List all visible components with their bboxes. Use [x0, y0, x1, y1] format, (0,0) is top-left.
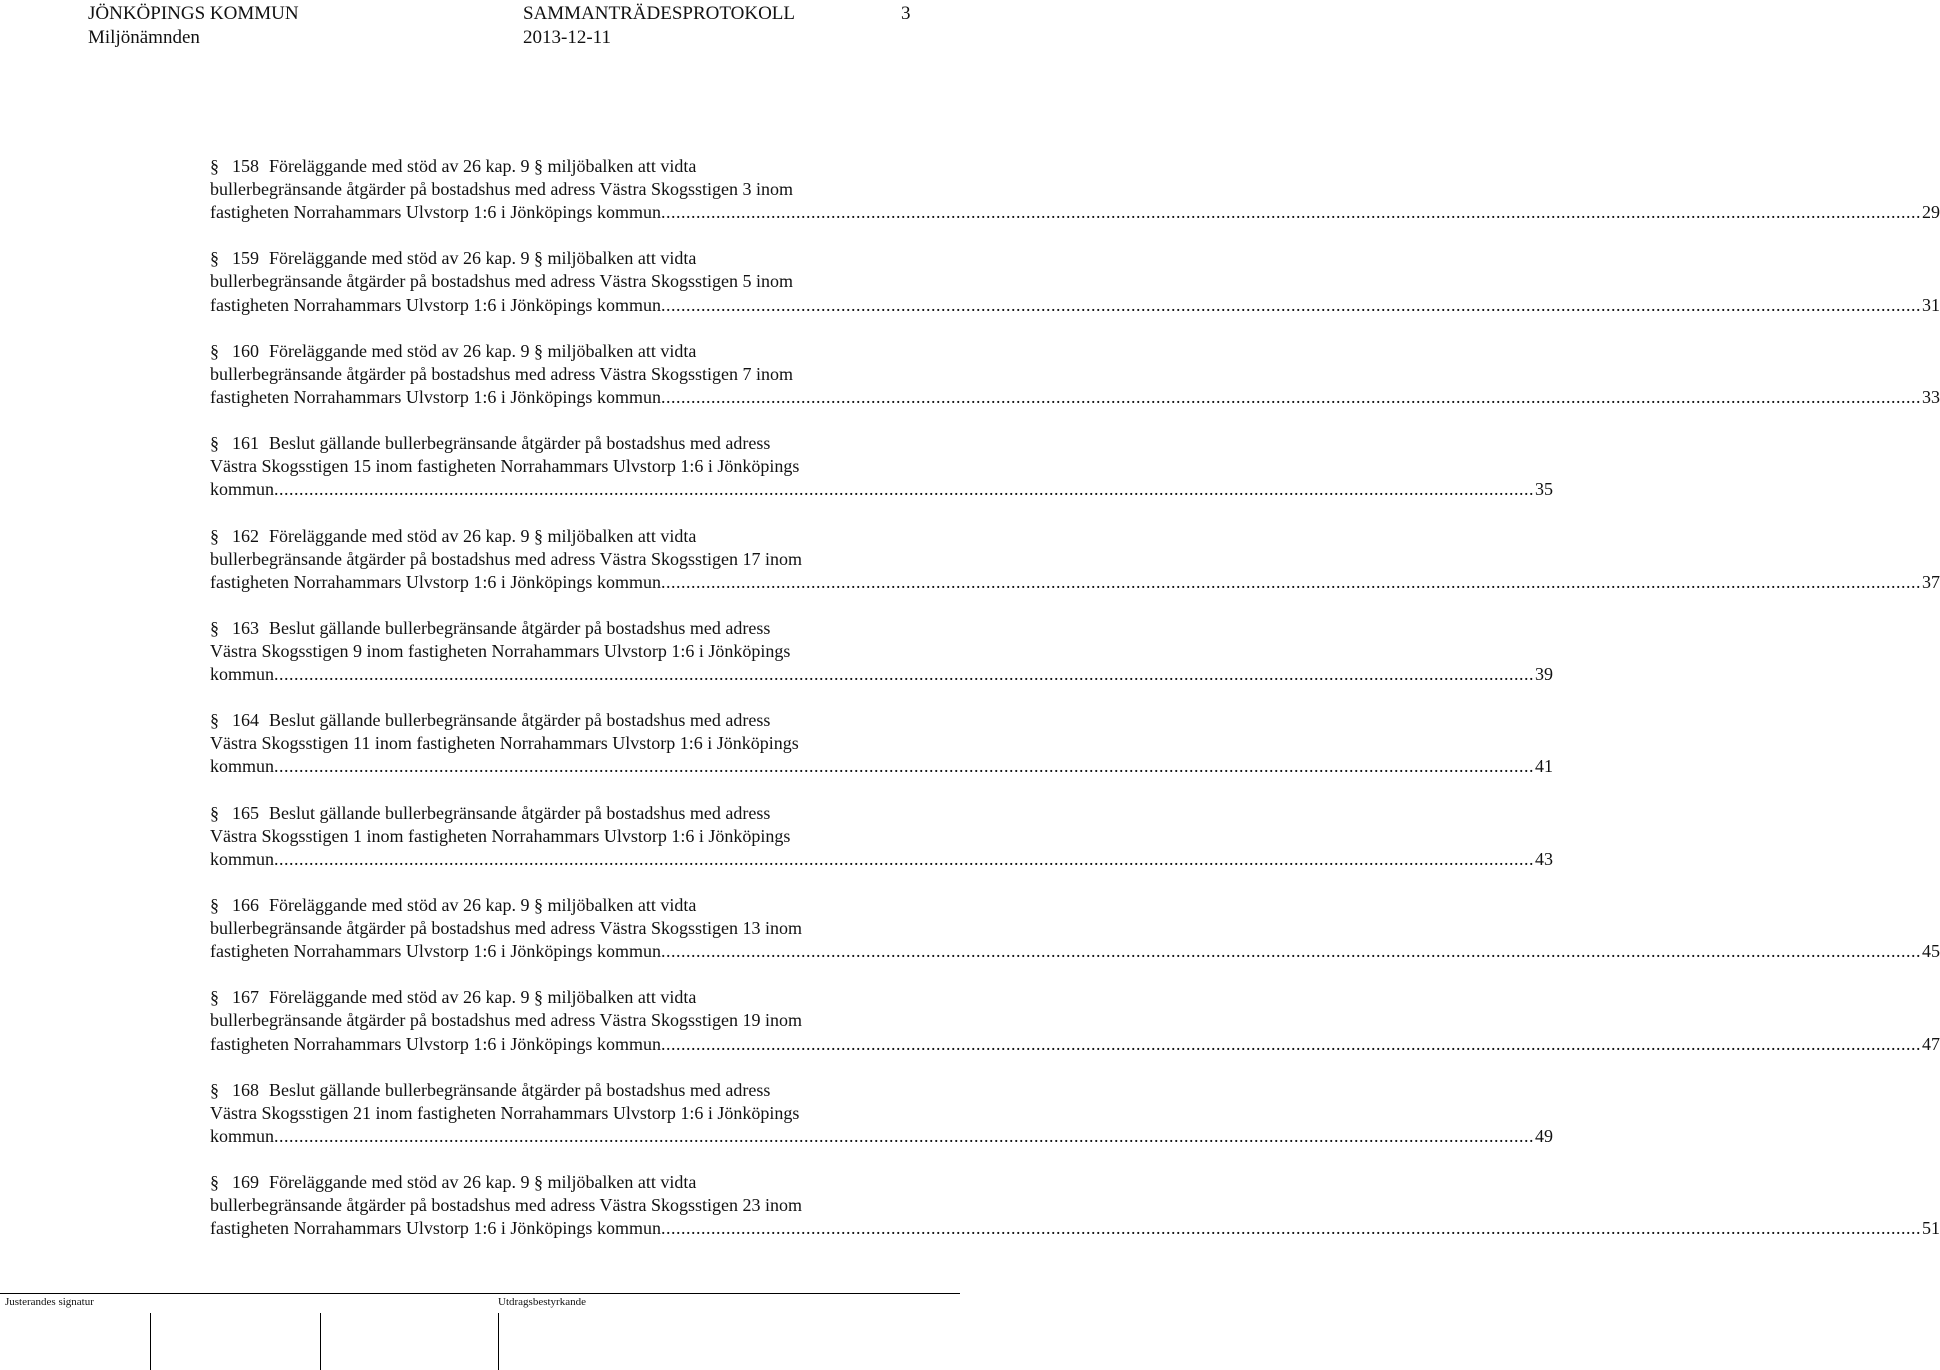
section-number: 162 — [232, 525, 259, 546]
toc-entry[interactable] — [210, 525, 1940, 594]
section-sign: § — [210, 895, 219, 915]
section-number: 158 — [232, 156, 259, 176]
section-sign: § — [210, 710, 219, 731]
toc-entry-line — [210, 663, 1554, 686]
toc-page-number: 45 — [1921, 941, 1940, 962]
toc-entry-line — [210, 940, 1940, 963]
section-sign: § — [210, 617, 219, 638]
section-number: 161 — [232, 433, 259, 454]
toc-entry[interactable] — [210, 247, 1940, 316]
toc-entry-text: Föreläggande med stöd av 26 kap. 9 § miljöbalken att vidta — [269, 987, 697, 1008]
section-sign: § — [210, 525, 219, 546]
toc-entry-text: fastigheten Norrahammars Ulvstorp 1:6 i Jönköpings kommun — [210, 294, 661, 315]
toc-entry-line — [210, 525, 896, 548]
dot-leader — [661, 387, 1921, 407]
section-number: 163 — [232, 617, 259, 638]
toc-entry-text: Västra Skogsstigen 1 inom fastigheten Norrahammars Ulvstorp 1:6 i Jönköpings — [210, 825, 791, 846]
toc-entry-line — [210, 848, 1554, 871]
toc-page-number: 35 — [1535, 479, 1554, 500]
toc-entry-line — [210, 917, 896, 940]
toc-entry-line — [210, 894, 896, 917]
toc-page-number: 39 — [1535, 664, 1554, 685]
toc-page-number: 47 — [1921, 1033, 1940, 1054]
extract-box-divider — [498, 1313, 499, 1370]
toc-entry-line — [210, 340, 896, 363]
toc-entry-text: Föreläggande med stöd av 26 kap. 9 § miljöbalken att vidta — [269, 1172, 697, 1193]
section-sign: § — [210, 248, 219, 269]
toc-entry-line — [210, 986, 896, 1009]
section-number: 160 — [232, 340, 259, 361]
section-number: 159 — [232, 248, 259, 269]
section-number: 168 — [232, 1079, 259, 1100]
toc-page-number: 29 — [1921, 202, 1940, 223]
toc-entry-line — [210, 178, 896, 201]
dot-leader — [661, 572, 1921, 592]
toc-entry[interactable] — [210, 709, 1554, 778]
signature-box-divider — [150, 1313, 151, 1370]
extract-label: Utdragsbestyrkande — [498, 1296, 586, 1308]
toc-entry-text: fastigheten Norrahammars Ulvstorp 1:6 i Jönköpings kommun — [210, 571, 661, 592]
toc-entry-text: Beslut gällande bullerbegränsande åtgärder på bostadshus med adress — [269, 433, 771, 454]
toc-entry-text: fastigheten Norrahammars Ulvstorp 1:6 i Jönköpings kommun — [210, 386, 661, 407]
toc-entry-line — [210, 294, 1940, 317]
toc-entry-line — [210, 1009, 896, 1032]
toc-entry-line — [210, 1194, 896, 1217]
toc-entry-line — [210, 755, 1554, 778]
toc-entry-line — [210, 1102, 896, 1125]
section-number: 167 — [232, 987, 259, 1008]
toc-entry-line — [210, 155, 896, 178]
toc-entry-line — [210, 802, 896, 825]
dot-leader — [274, 1126, 1534, 1146]
toc-entry-line — [210, 732, 896, 755]
toc-entry-line — [210, 455, 896, 478]
dot-leader — [661, 295, 1921, 315]
section-sign: § — [210, 340, 219, 361]
toc-entry[interactable] — [210, 894, 1940, 963]
toc-entry-text: bullerbegränsande åtgärder på bostadshus med adress Västra Skogsstigen 3 inom — [210, 179, 794, 200]
toc-entry-text: Beslut gällande bullerbegränsande åtgärder på bostadshus med adress — [269, 617, 771, 638]
toc-entry-line — [210, 1033, 1940, 1056]
toc-entry-text: kommun — [210, 756, 275, 777]
section-sign: § — [210, 1079, 219, 1100]
toc-entry-line — [210, 478, 1554, 501]
toc-page-number: 51 — [1921, 1218, 1940, 1239]
dot-leader — [274, 849, 1534, 869]
toc-entry-text: Föreläggande med stöd av 26 kap. 9 § miljöbalken att vidta — [269, 340, 697, 361]
dot-leader — [661, 1034, 1921, 1054]
toc-entry[interactable] — [210, 155, 1940, 224]
toc-entry-text: bullerbegränsande åtgärder på bostadshus med adress Västra Skogsstigen 7 inom — [210, 363, 794, 384]
toc-entry-line — [210, 247, 896, 270]
toc-entry-text: Västra Skogsstigen 21 inom fastigheten Norrahammars Ulvstorp 1:6 i Jönköpings — [210, 1102, 800, 1123]
toc-entry-line — [210, 571, 1940, 594]
toc-entry-text: Föreläggande med stöd av 26 kap. 9 § miljöbalken att vidta — [269, 248, 697, 269]
toc-entry-line — [210, 709, 896, 732]
header-document-type: SAMMANTRÄDESPROTOKOLL — [523, 3, 796, 24]
toc-entry[interactable] — [210, 617, 1554, 686]
toc-entry-text: fastigheten Norrahammars Ulvstorp 1:6 i Jönköpings kommun — [210, 1218, 661, 1239]
toc-entry-line — [210, 617, 896, 640]
toc-entry-line — [210, 548, 896, 571]
toc-entry-line — [210, 201, 1940, 224]
toc-entry-text: Föreläggande med stöd av 26 kap. 9 § miljöbalken att vidta — [269, 156, 697, 176]
toc-page-number: 49 — [1535, 1125, 1554, 1146]
section-number: 166 — [232, 895, 259, 915]
toc-entry[interactable] — [210, 802, 1554, 871]
dot-leader — [274, 479, 1534, 499]
toc-entry-text: Västra Skogsstigen 9 inom fastigheten Norrahammars Ulvstorp 1:6 i Jönköpings — [210, 640, 791, 661]
section-sign: § — [210, 802, 219, 823]
toc-page-number: 33 — [1921, 386, 1940, 407]
section-number: 164 — [232, 710, 259, 731]
toc-entry-text: kommun — [210, 664, 275, 685]
toc-entry[interactable] — [210, 1079, 1554, 1148]
toc-entry-text: fastigheten Norrahammars Ulvstorp 1:6 i Jönköpings kommun — [210, 202, 661, 223]
toc-entry[interactable] — [210, 340, 1940, 409]
toc-page-number: 43 — [1535, 848, 1554, 869]
header-board: Miljönämnden — [88, 27, 200, 48]
signature-label: Justerandes signatur — [5, 1296, 94, 1308]
dot-leader — [274, 756, 1534, 776]
toc-entry-text: Beslut gällande bullerbegränsande åtgärder på bostadshus med adress — [269, 710, 771, 731]
dot-leader — [661, 202, 1921, 222]
toc-page-number: 41 — [1535, 756, 1554, 777]
toc-entry-text: Föreläggande med stöd av 26 kap. 9 § miljöbalken att vidta — [269, 895, 697, 915]
toc-entry-text: Föreläggande med stöd av 26 kap. 9 § miljöbalken att vidta — [269, 525, 697, 546]
toc-entry-text: Västra Skogsstigen 15 inom fastigheten Norrahammars Ulvstorp 1:6 i Jönköpings — [210, 456, 800, 477]
toc-entry-text: kommun — [210, 479, 275, 500]
table-of-contents — [210, 155, 1940, 1264]
toc-entry[interactable] — [210, 1171, 1940, 1240]
toc-entry-line — [210, 432, 896, 455]
toc-entry[interactable] — [210, 432, 1554, 501]
toc-entry-text: Beslut gällande bullerbegränsande åtgärder på bostadshus med adress — [269, 802, 771, 823]
toc-entry-line — [210, 1125, 1554, 1148]
toc-entry-text: kommun — [210, 848, 275, 869]
section-sign: § — [210, 1172, 219, 1193]
toc-entry-text: bullerbegränsande åtgärder på bostadshus med adress Västra Skogsstigen 13 inom — [210, 918, 803, 939]
footer-divider — [0, 1293, 960, 1294]
toc-entry-line — [210, 1217, 1940, 1240]
dot-leader — [661, 941, 1921, 961]
section-sign: § — [210, 156, 219, 176]
toc-entry-text: bullerbegränsande åtgärder på bostadshus med adress Västra Skogsstigen 17 inom — [210, 548, 803, 569]
toc-entry-text: bullerbegränsande åtgärder på bostadshus med adress Västra Skogsstigen 5 inom — [210, 271, 794, 292]
dot-leader — [661, 1218, 1921, 1238]
toc-entry-text: fastigheten Norrahammars Ulvstorp 1:6 i Jönköpings kommun — [210, 941, 661, 962]
header-date: 2013-12-11 — [523, 27, 611, 48]
toc-entry-text: bullerbegränsande åtgärder på bostadshus med adress Västra Skogsstigen 23 inom — [210, 1195, 803, 1216]
toc-page-number: 37 — [1921, 571, 1940, 592]
toc-entry-line — [210, 386, 1940, 409]
toc-entry-text: fastigheten Norrahammars Ulvstorp 1:6 i Jönköpings kommun — [210, 1033, 661, 1054]
dot-leader — [274, 664, 1534, 684]
toc-entry-line — [210, 640, 896, 663]
section-sign: § — [210, 433, 219, 454]
toc-entry-line — [210, 1079, 896, 1102]
signature-box-divider — [320, 1313, 321, 1370]
toc-entry-line — [210, 270, 896, 293]
toc-entry-text: Västra Skogsstigen 11 inom fastigheten Norrahammars Ulvstorp 1:6 i Jönköpings — [210, 733, 799, 754]
section-number: 169 — [232, 1172, 259, 1193]
toc-entry-line — [210, 1171, 896, 1194]
header-org: JÖNKÖPINGS KOMMUN — [88, 3, 299, 24]
toc-entry-text: kommun — [210, 1125, 275, 1146]
toc-entry-text: bullerbegränsande åtgärder på bostadshus med adress Västra Skogsstigen 19 inom — [210, 1010, 803, 1031]
toc-entry[interactable] — [210, 986, 1940, 1055]
toc-entry-text: Beslut gällande bullerbegränsande åtgärder på bostadshus med adress — [269, 1079, 771, 1100]
toc-entry-line — [210, 363, 896, 386]
page-number: 3 — [901, 3, 911, 24]
toc-page-number: 31 — [1921, 294, 1940, 315]
section-sign: § — [210, 987, 219, 1008]
section-number: 165 — [232, 802, 259, 823]
toc-entry-line — [210, 825, 896, 848]
